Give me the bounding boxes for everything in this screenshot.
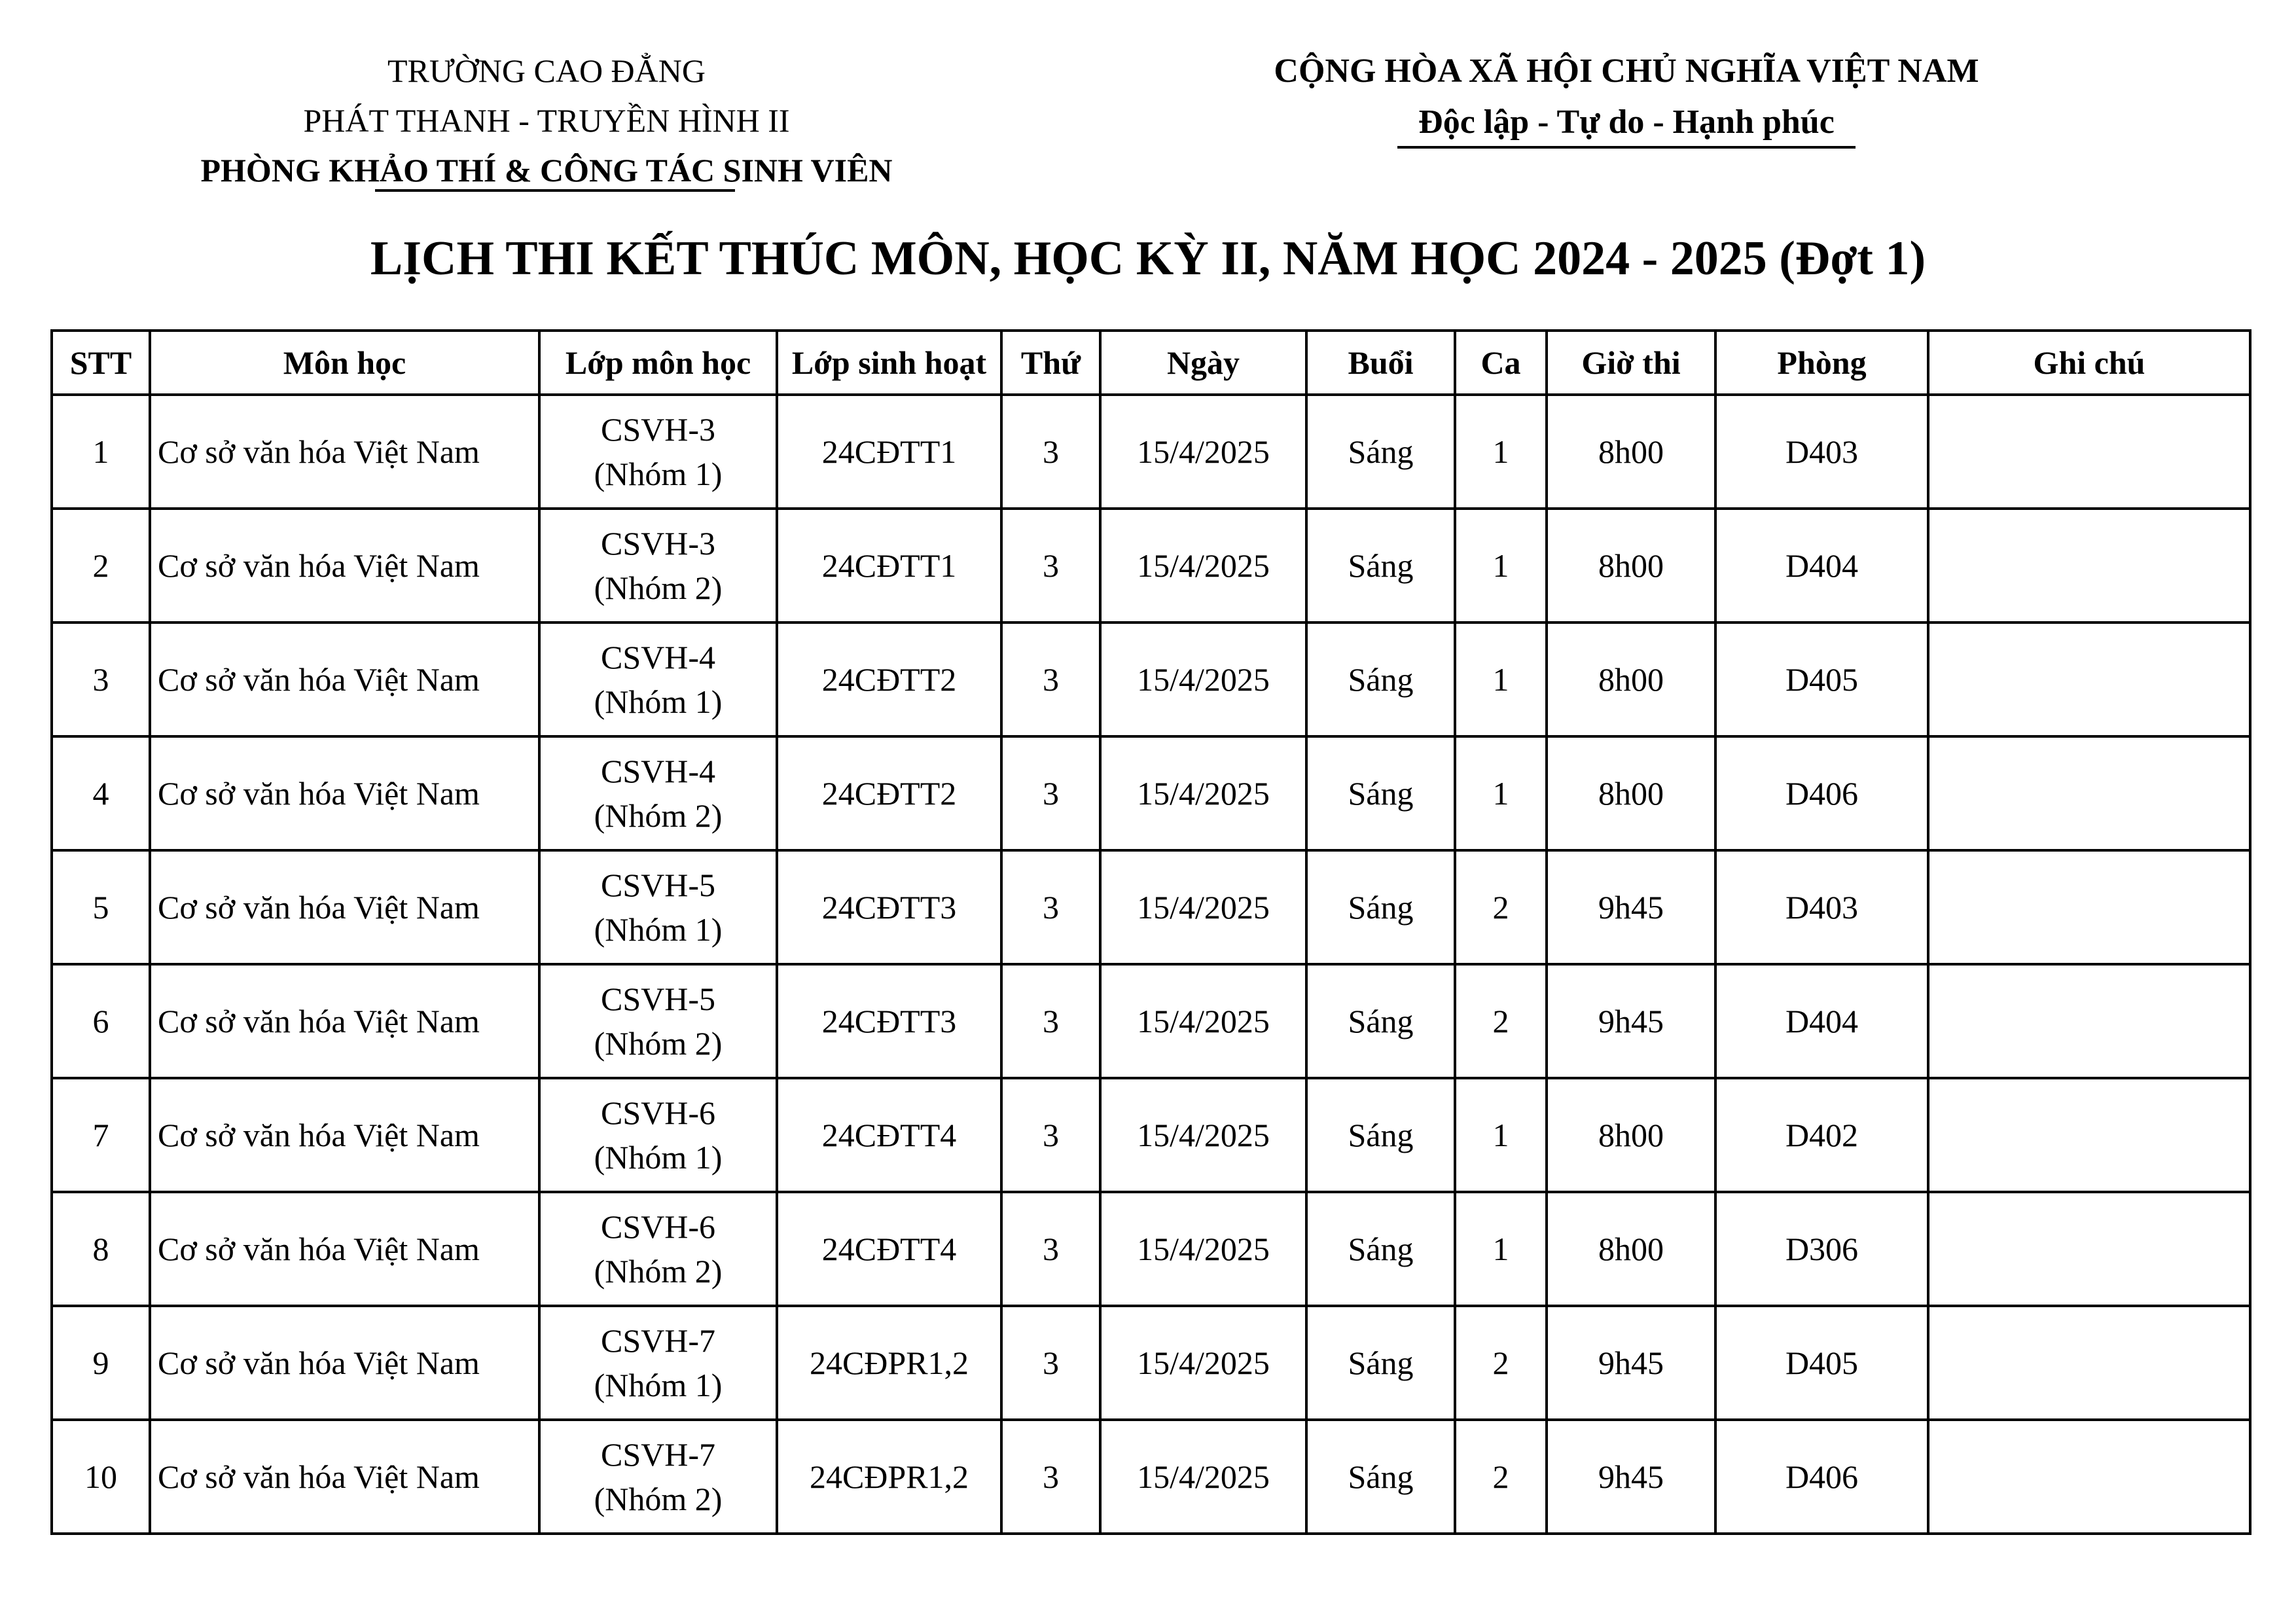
cell-note (1928, 736, 2250, 850)
col-header-stt: STT (52, 331, 150, 395)
issuer-header (137, 46, 956, 195)
course-code: CSVH-6 (600, 1208, 716, 1245)
cell-stt: 4 (52, 736, 150, 850)
course-code: CSVH-5 (600, 867, 716, 903)
cell-course-class (539, 964, 777, 1078)
cell-home-class: 24CĐTT2 (777, 623, 1001, 736)
exam-schedule-table (50, 329, 2251, 1535)
cell-shift: 1 (1455, 1192, 1547, 1306)
cell-date: 15/4/2025 (1100, 1192, 1306, 1306)
course-code: CSVH-3 (600, 525, 716, 562)
cell-session: Sáng (1306, 395, 1455, 509)
cell-room: D403 (1715, 850, 1928, 964)
cell-subject: Cơ sở văn hóa Việt Nam (150, 623, 539, 736)
table-row (52, 1192, 2250, 1306)
cell-time: 9h45 (1547, 1420, 1715, 1534)
cell-time: 9h45 (1547, 1306, 1715, 1420)
cell-shift: 2 (1455, 964, 1547, 1078)
cell-stt: 8 (52, 1192, 150, 1306)
col-header-note: Ghi chú (1928, 331, 2250, 395)
course-group: (Nhóm 1) (594, 911, 723, 948)
cell-time: 8h00 (1547, 509, 1715, 623)
issuer-underline (375, 189, 735, 192)
cell-shift: 1 (1455, 509, 1547, 623)
cell-date: 15/4/2025 (1100, 1078, 1306, 1192)
cell-stt: 9 (52, 1306, 150, 1420)
course-group: (Nhóm 2) (594, 1481, 723, 1517)
cell-home-class: 24CĐTT2 (777, 736, 1001, 850)
cell-room: D406 (1715, 1420, 1928, 1534)
cell-session: Sáng (1306, 1306, 1455, 1420)
cell-time: 8h00 (1547, 395, 1715, 509)
cell-session: Sáng (1306, 623, 1455, 736)
course-code: CSVH-4 (600, 753, 716, 789)
national-motto: Độc lập - Tự do - Hạnh phúc (1418, 103, 1835, 141)
cell-weekday: 3 (1001, 1420, 1100, 1534)
cell-course-class (539, 850, 777, 964)
cell-weekday: 3 (1001, 509, 1100, 623)
cell-subject: Cơ sở văn hóa Việt Nam (150, 1192, 539, 1306)
cell-shift: 1 (1455, 623, 1547, 736)
cell-room: D406 (1715, 736, 1928, 850)
course-code: CSVH-3 (600, 411, 716, 448)
cell-room: D405 (1715, 1306, 1928, 1420)
cell-note (1928, 1078, 2250, 1192)
cell-room: D306 (1715, 1192, 1928, 1306)
cell-stt: 3 (52, 623, 150, 736)
cell-room: D405 (1715, 623, 1928, 736)
cell-time: 9h45 (1547, 850, 1715, 964)
cell-shift: 1 (1455, 736, 1547, 850)
course-code: CSVH-7 (600, 1436, 716, 1473)
table-row (52, 509, 2250, 623)
cell-time: 8h00 (1547, 736, 1715, 850)
cell-stt: 10 (52, 1420, 150, 1534)
cell-subject: Cơ sở văn hóa Việt Nam (150, 1420, 539, 1534)
table-row (52, 964, 2250, 1078)
table-header-row (52, 331, 2250, 395)
cell-subject: Cơ sở văn hóa Việt Nam (150, 509, 539, 623)
cell-date: 15/4/2025 (1100, 1420, 1306, 1534)
cell-note (1928, 395, 2250, 509)
cell-note (1928, 1420, 2250, 1534)
table-row (52, 395, 2250, 509)
cell-weekday: 3 (1001, 1192, 1100, 1306)
course-group: (Nhóm 1) (594, 456, 723, 492)
cell-note (1928, 623, 2250, 736)
cell-weekday: 3 (1001, 1078, 1100, 1192)
cell-home-class: 24CĐPR1,2 (777, 1306, 1001, 1420)
col-header-weekday: Thứ (1001, 331, 1100, 395)
cell-session: Sáng (1306, 509, 1455, 623)
cell-subject: Cơ sở văn hóa Việt Nam (150, 1078, 539, 1192)
cell-home-class: 24CĐPR1,2 (777, 1420, 1001, 1534)
cell-room: D403 (1715, 395, 1928, 509)
cell-home-class: 24CĐTT1 (777, 395, 1001, 509)
cell-weekday: 3 (1001, 623, 1100, 736)
course-group: (Nhóm 2) (594, 1025, 723, 1062)
cell-home-class: 24CĐTT4 (777, 1192, 1001, 1306)
cell-session: Sáng (1306, 964, 1455, 1078)
cell-note (1928, 1306, 2250, 1420)
cell-date: 15/4/2025 (1100, 850, 1306, 964)
col-header-subject: Môn học (150, 331, 539, 395)
cell-room: D404 (1715, 964, 1928, 1078)
col-header-course-class: Lớp môn học (539, 331, 777, 395)
cell-time: 8h00 (1547, 1078, 1715, 1192)
cell-stt: 6 (52, 964, 150, 1078)
table-row (52, 1420, 2250, 1534)
motto-underline (1397, 146, 1856, 149)
cell-stt: 5 (52, 850, 150, 964)
cell-subject: Cơ sở văn hóa Việt Nam (150, 1306, 539, 1420)
col-header-session: Buổi (1306, 331, 1455, 395)
table-row (52, 736, 2250, 850)
cell-subject: Cơ sở văn hóa Việt Nam (150, 736, 539, 850)
cell-stt: 7 (52, 1078, 150, 1192)
cell-note (1928, 509, 2250, 623)
col-header-shift: Ca (1455, 331, 1547, 395)
cell-course-class (539, 623, 777, 736)
cell-session: Sáng (1306, 1420, 1455, 1534)
cell-subject: Cơ sở văn hóa Việt Nam (150, 964, 539, 1078)
course-group: (Nhóm 1) (594, 1367, 723, 1403)
course-code: CSVH-4 (600, 639, 716, 676)
cell-session: Sáng (1306, 736, 1455, 850)
cell-shift: 2 (1455, 850, 1547, 964)
course-code: CSVH-6 (600, 1094, 716, 1131)
cell-shift: 1 (1455, 395, 1547, 509)
course-code: CSVH-5 (600, 981, 716, 1017)
cell-course-class (539, 1192, 777, 1306)
course-group: (Nhóm 2) (594, 569, 723, 606)
course-group: (Nhóm 1) (594, 683, 723, 720)
cell-note (1928, 850, 2250, 964)
col-header-home-class: Lớp sinh hoạt (777, 331, 1001, 395)
cell-note (1928, 964, 2250, 1078)
col-header-room: Phòng (1715, 331, 1928, 395)
table-row (52, 623, 2250, 736)
college-name-line2: PHÁT THANH - TRUYỀN HÌNH II (303, 102, 790, 139)
national-header (1198, 46, 2055, 148)
cell-shift: 2 (1455, 1306, 1547, 1420)
cell-subject: Cơ sở văn hóa Việt Nam (150, 395, 539, 509)
cell-course-class (539, 1420, 777, 1534)
national-name: CỘNG HÒA XÃ HỘI CHỦ NGHĨA VIỆT NAM (1274, 52, 1979, 90)
cell-note (1928, 1192, 2250, 1306)
document-title: LỊCH THI KẾT THÚC MÔN, HỌC KỲ II, NĂM HỌC 2024 - 2025 (Đợt 1) (370, 232, 1926, 285)
cell-weekday: 3 (1001, 850, 1100, 964)
cell-home-class: 24CĐTT3 (777, 964, 1001, 1078)
cell-course-class (539, 395, 777, 509)
cell-stt: 2 (52, 509, 150, 623)
cell-date: 15/4/2025 (1100, 736, 1306, 850)
cell-date: 15/4/2025 (1100, 509, 1306, 623)
cell-date: 15/4/2025 (1100, 1306, 1306, 1420)
cell-time: 8h00 (1547, 623, 1715, 736)
col-header-time: Giờ thi (1547, 331, 1715, 395)
cell-home-class: 24CĐTT4 (777, 1078, 1001, 1192)
table-row (52, 1078, 2250, 1192)
cell-weekday: 3 (1001, 1306, 1100, 1420)
department-name: PHÒNG KHẢO THÍ & CÔNG TÁC SINH VIÊN (200, 152, 893, 189)
col-header-date: Ngày (1100, 331, 1306, 395)
cell-room: D402 (1715, 1078, 1928, 1192)
cell-course-class (539, 509, 777, 623)
cell-date: 15/4/2025 (1100, 964, 1306, 1078)
cell-course-class (539, 736, 777, 850)
course-group: (Nhóm 2) (594, 797, 723, 834)
cell-session: Sáng (1306, 850, 1455, 964)
cell-subject: Cơ sở văn hóa Việt Nam (150, 850, 539, 964)
college-name-line1: TRƯỜNG CAO ĐẲNG (387, 52, 706, 89)
cell-shift: 1 (1455, 1078, 1547, 1192)
cell-home-class: 24CĐTT1 (777, 509, 1001, 623)
table-row (52, 850, 2250, 964)
cell-weekday: 3 (1001, 964, 1100, 1078)
table-row (52, 1306, 2250, 1420)
cell-course-class (539, 1078, 777, 1192)
cell-stt: 1 (52, 395, 150, 509)
cell-course-class (539, 1306, 777, 1420)
cell-shift: 2 (1455, 1420, 1547, 1534)
cell-session: Sáng (1306, 1078, 1455, 1192)
cell-date: 15/4/2025 (1100, 395, 1306, 509)
cell-session: Sáng (1306, 1192, 1455, 1306)
course-code: CSVH-7 (600, 1322, 716, 1359)
course-group: (Nhóm 2) (594, 1253, 723, 1290)
cell-weekday: 3 (1001, 736, 1100, 850)
cell-room: D404 (1715, 509, 1928, 623)
cell-date: 15/4/2025 (1100, 623, 1306, 736)
cell-time: 9h45 (1547, 964, 1715, 1078)
cell-home-class: 24CĐTT3 (777, 850, 1001, 964)
course-group: (Nhóm 1) (594, 1139, 723, 1176)
cell-weekday: 3 (1001, 395, 1100, 509)
cell-time: 8h00 (1547, 1192, 1715, 1306)
